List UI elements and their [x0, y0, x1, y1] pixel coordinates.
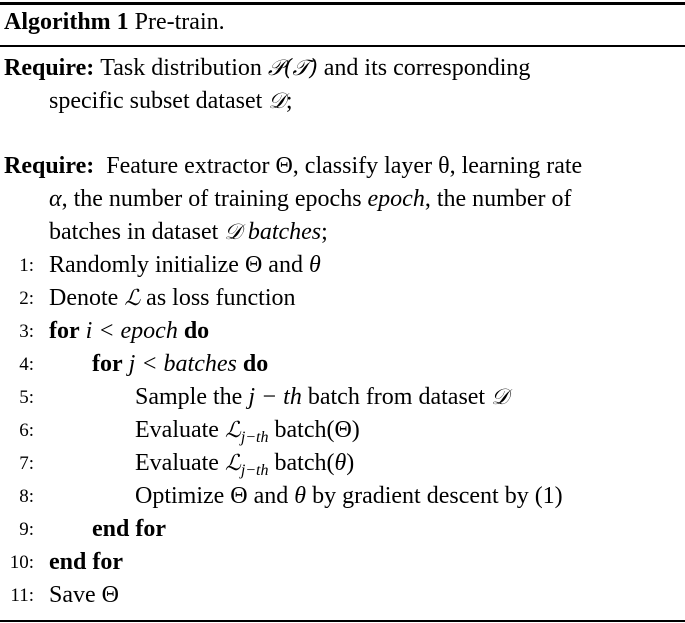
line-number: 7:: [19, 453, 34, 474]
require1-text-c: specific subset dataset: [49, 88, 269, 114]
require1-text-b: and its corresponding: [317, 55, 531, 81]
step-3: [0, 315, 685, 348]
step-text-b: batch from dataset: [301, 384, 492, 410]
require2-text-e: ;: [321, 219, 328, 245]
header-rule: [0, 45, 685, 47]
step-10: [0, 546, 685, 579]
require2-line2: [4, 183, 682, 216]
require1-text: Task distribution: [100, 55, 268, 81]
top-rule: [0, 2, 685, 5]
theta-symbol: θ: [294, 483, 307, 509]
line-number: 4:: [19, 354, 34, 375]
step-2: [0, 282, 685, 315]
step-body: [49, 546, 123, 579]
require2-text: Feature extractor Θ, classify layer θ, learning rate: [106, 153, 583, 179]
step-5: [0, 381, 685, 414]
require1-line2: [4, 85, 682, 118]
require-keyword: Require:: [4, 55, 95, 81]
loss-symbol: ℒ: [224, 451, 241, 476]
require-hyperparameters: [4, 150, 682, 249]
epoch-symbol: epoch: [367, 186, 425, 212]
step-text: Randomly initialize Θ and: [49, 252, 309, 278]
step-text: Save Θ: [49, 582, 119, 608]
require-task-distribution: [4, 52, 682, 118]
step-body: [135, 447, 354, 480]
bottom-rule: [0, 620, 685, 622]
loop-condition: i < epoch: [79, 318, 184, 344]
end-for-keyword: end for: [92, 516, 166, 542]
step-text-b: batch(: [268, 450, 335, 476]
step-6: [0, 414, 685, 447]
dataset-symbol: 𝒟: [268, 89, 286, 114]
do-keyword: do: [183, 318, 210, 344]
line-number: 6:: [19, 420, 34, 441]
learning-rate-symbol: α: [49, 186, 62, 212]
step-body: [49, 579, 119, 612]
do-keyword: do: [242, 351, 269, 377]
require2-text-d: batches in dataset: [49, 219, 225, 245]
dataset-symbol: 𝒟: [491, 385, 509, 410]
step-text: Denote: [49, 285, 125, 311]
theta-symbol: θ: [308, 252, 321, 278]
step-body: [135, 414, 360, 447]
for-keyword: for: [49, 318, 80, 344]
step-body: [49, 282, 296, 315]
batches-symbol: batches: [241, 219, 322, 245]
algorithm-label: Algorithm 1: [4, 9, 129, 35]
require1-line1: [4, 52, 682, 85]
step-body: [92, 513, 166, 546]
line-number: 3:: [19, 321, 34, 342]
theta-symbol: θ: [334, 450, 347, 476]
step-8: [0, 480, 685, 513]
require2-line1: [4, 150, 682, 183]
step-text-d: ): [346, 450, 355, 476]
step-body: [92, 348, 268, 381]
step-text-b: by gradient descent by (1): [306, 483, 563, 509]
step-1: [0, 249, 685, 282]
for-keyword: for: [92, 351, 123, 377]
line-number: 5:: [19, 387, 34, 408]
require1-text-d: ;: [285, 88, 293, 114]
loss-symbol: ℒ: [124, 286, 141, 311]
step-body: [49, 249, 321, 282]
algorithm-name: Pre-train.: [134, 9, 225, 35]
require2-text-c: , the number of: [424, 186, 572, 212]
step-11: [0, 579, 685, 612]
line-number: 1:: [19, 255, 34, 276]
loss-subscript: j−th: [240, 462, 269, 479]
step-4: [0, 348, 685, 381]
require2-line3: [4, 216, 682, 249]
line-number: 8:: [19, 486, 34, 507]
line-number: 10:: [9, 552, 34, 573]
step-7: [0, 447, 685, 480]
batch-index: j − th: [248, 384, 302, 410]
require-keyword-2: Require:: [4, 153, 95, 179]
step-text: Evaluate: [135, 450, 225, 476]
dataset-symbol-2: 𝒟: [224, 220, 242, 245]
line-number: 11:: [10, 585, 34, 606]
step-text-b: as loss function: [140, 285, 296, 311]
step-9: [0, 513, 685, 546]
line-number: 9:: [19, 519, 34, 540]
loop-condition: j < batches: [122, 351, 243, 377]
step-text: Optimize Θ and: [135, 483, 295, 509]
step-text: Evaluate: [135, 417, 225, 443]
line-number: 2:: [19, 288, 34, 309]
algorithm-title: [4, 7, 225, 37]
loss-symbol: ℒ: [224, 418, 241, 443]
require2-text-b: , the number of training epochs: [61, 186, 368, 212]
step-body: [49, 315, 209, 348]
step-text-b: batch(Θ): [268, 417, 360, 443]
step-text: Sample the: [135, 384, 249, 410]
task-distribution-symbol: 𝒫(𝒯): [267, 56, 318, 81]
step-body: [135, 480, 563, 513]
loss-subscript: j−th: [240, 429, 269, 446]
end-for-keyword: end for: [49, 549, 123, 575]
step-body: [135, 381, 509, 414]
